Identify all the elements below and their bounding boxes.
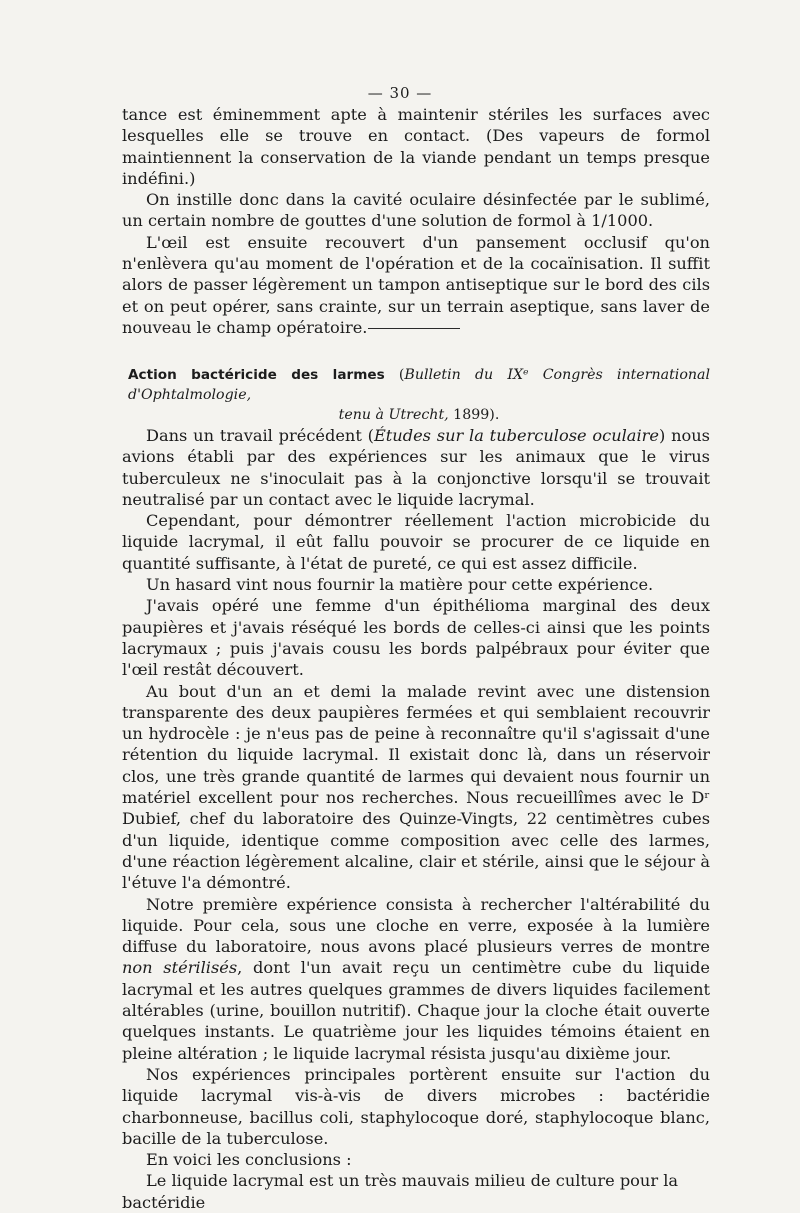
heading-year: 1899). [453, 407, 500, 423]
section-heading [128, 365, 710, 425]
paragraph: Nos expériences principales portèrent ensuite sur l'action du liquide lacrymal vis-à-vis de divers microbes : bactéridie charbonneuse, bacillus coli, staphylocoque doré, staphylocoque blanc, bacille de la tuberculose. [122, 1064, 710, 1148]
heading-source-1: Bulletin du IXᵉ Congrès international d'Ophtalmologie, [128, 367, 710, 403]
paragraph: On instille donc dans la cavité oculaire désinfectée par le sublimé, un certain nombre de gouttes d'une solution de formol à 1/1000. [122, 190, 710, 231]
paragraph: En voici les conclusions : [146, 1150, 352, 1170]
text-run: Notre première expérience consista à rechercher l'altérabilité du liquide. Pour cela, sous une cloche en verre, exposée à la lumière diffuse du laboratoire, nous avons placé plusieurs verres de montre [122, 894, 710, 957]
heading-source-2: tenu à Utrecht, [338, 407, 449, 423]
text-run: Dans un travail précédent ( [146, 426, 374, 445]
paragraph [122, 425, 710, 510]
paragraph: tance est éminemment apte à maintenir stériles les surfaces avec lesquelles elle se trouve en contact. (Des vapeurs de formol maintiennent la conservation de la viande pendant un temps presque indéfini.) [122, 105, 710, 188]
heading-line-2 [128, 405, 710, 425]
text-run: , dont l'un avait reçu un centimètre cube du liquide lacrymal et les autres quelques grammes de divers liquides facilement altérables (urine, bouillon nutritif). Chaque jour la cloche était ouverte quelques instants. Le quatrième jour les liquides témoins étaient en pleine altération ; le liquide lacrymal résista jusqu'au dixième jour. [122, 958, 710, 1063]
paragraph: Un hasard vint nous fournir la matière pour cette expérience. [146, 575, 654, 595]
heading-paren: ( [398, 367, 405, 383]
paragraph: Cependant, pour démontrer réellement l'action microbicide du liquide lacrymal, il eût fallu pouvoir se procurer de ce liquide en quantité suffisante, à l'état de pureté, ce qui est assez difficile. [122, 511, 710, 573]
heading-line-1 [128, 365, 710, 405]
paragraph: Au bout d'un an et demi la malade revint avec une distension transparente des deux paupières fermées et qui semblaient recouvrir un hydrocèle : je n'eus pas de peine à reconnaître qu'il s'agissait d'une rétention du liquide lacrymal. Il existait donc là, dans un réservoir clos, une très grande quantité de larmes qui devaient nous fournir un matériel excellent pour nos recherches. Nous recueillîmes avec le Dʳ Dubief, chef du laboratoire des Quinze-Vingts, 22 centimètres cubes d'un liquide, identique comme composition avec celle des larmes, d'une réaction légèrement alcaline, clair et stérile, ainsi que le séjour à l'étuve l'a démontré. [122, 681, 710, 893]
section-title: Action bactéricide des larmes [128, 367, 385, 383]
body-text [122, 425, 710, 1213]
intro-text [122, 104, 710, 338]
paragraph: Le liquide lacrymal est un très mauvais milieu de culture pour la bactéridie [122, 1171, 679, 1212]
page-number: — 30 — [367, 84, 433, 102]
italic-title: Études sur la tuberculose oculaire [373, 426, 659, 445]
section-divider [368, 328, 460, 329]
paragraph: J'avais opéré une femme d'un épithélioma marginal des deux paupières et j'avais réséqué les bords de celles-ci ainsi que les points lacrymaux ; puis j'avais cousu les bords palpébraux pour éviter que l'œil restât découvert. [122, 596, 710, 680]
italic-term: non stérilisés [122, 958, 238, 978]
paragraph: L'œil est ensuite recouvert d'un pansement occlusif qu'on n'enlèvera qu'au moment de l'opération et de la cocaïnisation. Il suffit alors de passer légèrement un tampon antiseptique sur le bord des cils et on peut opérer, sans crainte, sur un terrain aseptique, sans laver de nouveau le champ opératoire. [122, 232, 710, 337]
paragraph [122, 894, 710, 1064]
text-run: ) nous avions établi par des expériences sur les animaux que le virus tuberculeux ne s'inoculait pas à la conjonctive lorsqu'il se trouvait neutralisé par un contact avec le liquide lacrymal. [122, 426, 710, 509]
